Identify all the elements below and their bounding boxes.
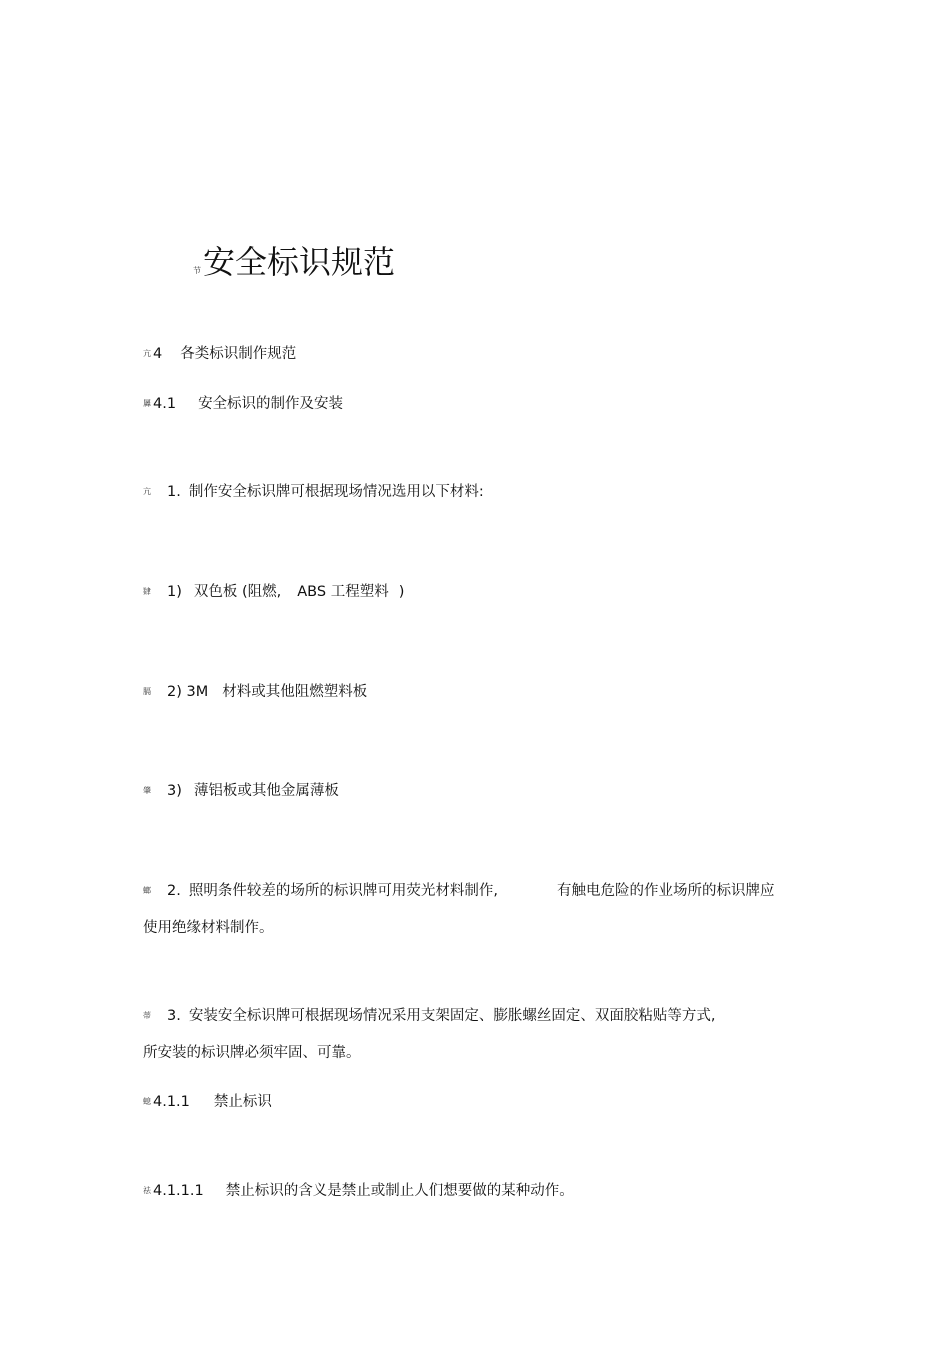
item-3-text: 安装安全标识牌可根据现场情况采用支架固定、膨胀螺丝固定、双面胶粘贴等方式, [188,1008,716,1024]
heading-4 [143,344,296,364]
heading-4-1-text: 安全标识的制作及安装 [198,396,344,412]
title-mark: 节 [193,266,201,275]
heading-4-1-1-1-mark: 祛 [143,1186,151,1195]
heading-4-1-1-1-number: 4.1.1.1 [153,1183,204,1199]
heading-4-1-number: 4.1 [153,396,177,412]
material-1-text-c: ) [398,584,405,600]
item-3-mark: 蒂 [143,1011,151,1020]
material-2 [143,682,367,702]
item-2-text-b: 有触电危险的作业场所的标识牌应 [557,883,775,899]
item-1-mark: 亢 [143,487,151,496]
item-2-right [557,881,775,901]
heading-4-1-1-1-text: 禁止标识的含义是禁止或制止人们想要做的某种动作。 [225,1183,574,1199]
heading-4-1-mark: 羼 [143,399,151,408]
item-3-number: 3. [167,1008,181,1024]
item-3-cont-text: 所安装的标识牌必须牢固、可靠。 [143,1045,361,1061]
heading-4-1 [143,394,343,414]
item-2-text-a: 照明条件较差的场所的标识牌可用荧光材料制作, [188,883,498,899]
heading-4-1-1 [143,1092,272,1112]
heading-4-mark: 亢 [143,349,151,358]
item-3-continuation [143,1043,361,1063]
material-1-mark: 肄 [143,587,151,596]
material-2-text: 材料或其他阻燃塑料板 [222,684,368,700]
material-3 [143,781,339,801]
heading-4-1-1-number: 4.1.1 [153,1094,190,1110]
material-2-number: 2) 3M [167,684,209,700]
item-1-number: 1. [167,484,181,500]
material-3-text: 薄铝板或其他金属薄板 [193,783,339,799]
material-1 [143,582,404,602]
heading-4-1-1-1 [143,1181,574,1201]
heading-4-1-1-text: 禁止标识 [213,1094,272,1110]
material-1-text-a: 双色板 (阻燃, [193,584,282,600]
item-1 [143,482,484,502]
item-2-cont-text: 使用绝缘材料制作。 [143,920,274,936]
material-1-number: 1) [167,584,182,600]
heading-4-1-1-mark: 螅 [143,1097,151,1106]
doc-title [193,240,395,284]
material-3-mark: 肇 [143,786,151,795]
material-1-text-b: ABS 工程塑料 [297,584,389,600]
item-2-number: 2. [167,883,181,899]
item-1-text: 制作安全标识牌可根据现场情况选用以下材料: [188,484,484,500]
item-2 [143,881,498,901]
heading-4-text: 各类标识制作规范 [180,346,297,362]
material-2-mark: 膈 [143,687,151,696]
item-2-mark: 螂 [143,886,151,895]
title-text: 安全标识规范 [203,243,396,281]
heading-4-number: 4 [153,346,163,362]
material-3-number: 3) [167,783,182,799]
item-2-continuation [143,918,274,938]
item-3 [143,1006,715,1026]
